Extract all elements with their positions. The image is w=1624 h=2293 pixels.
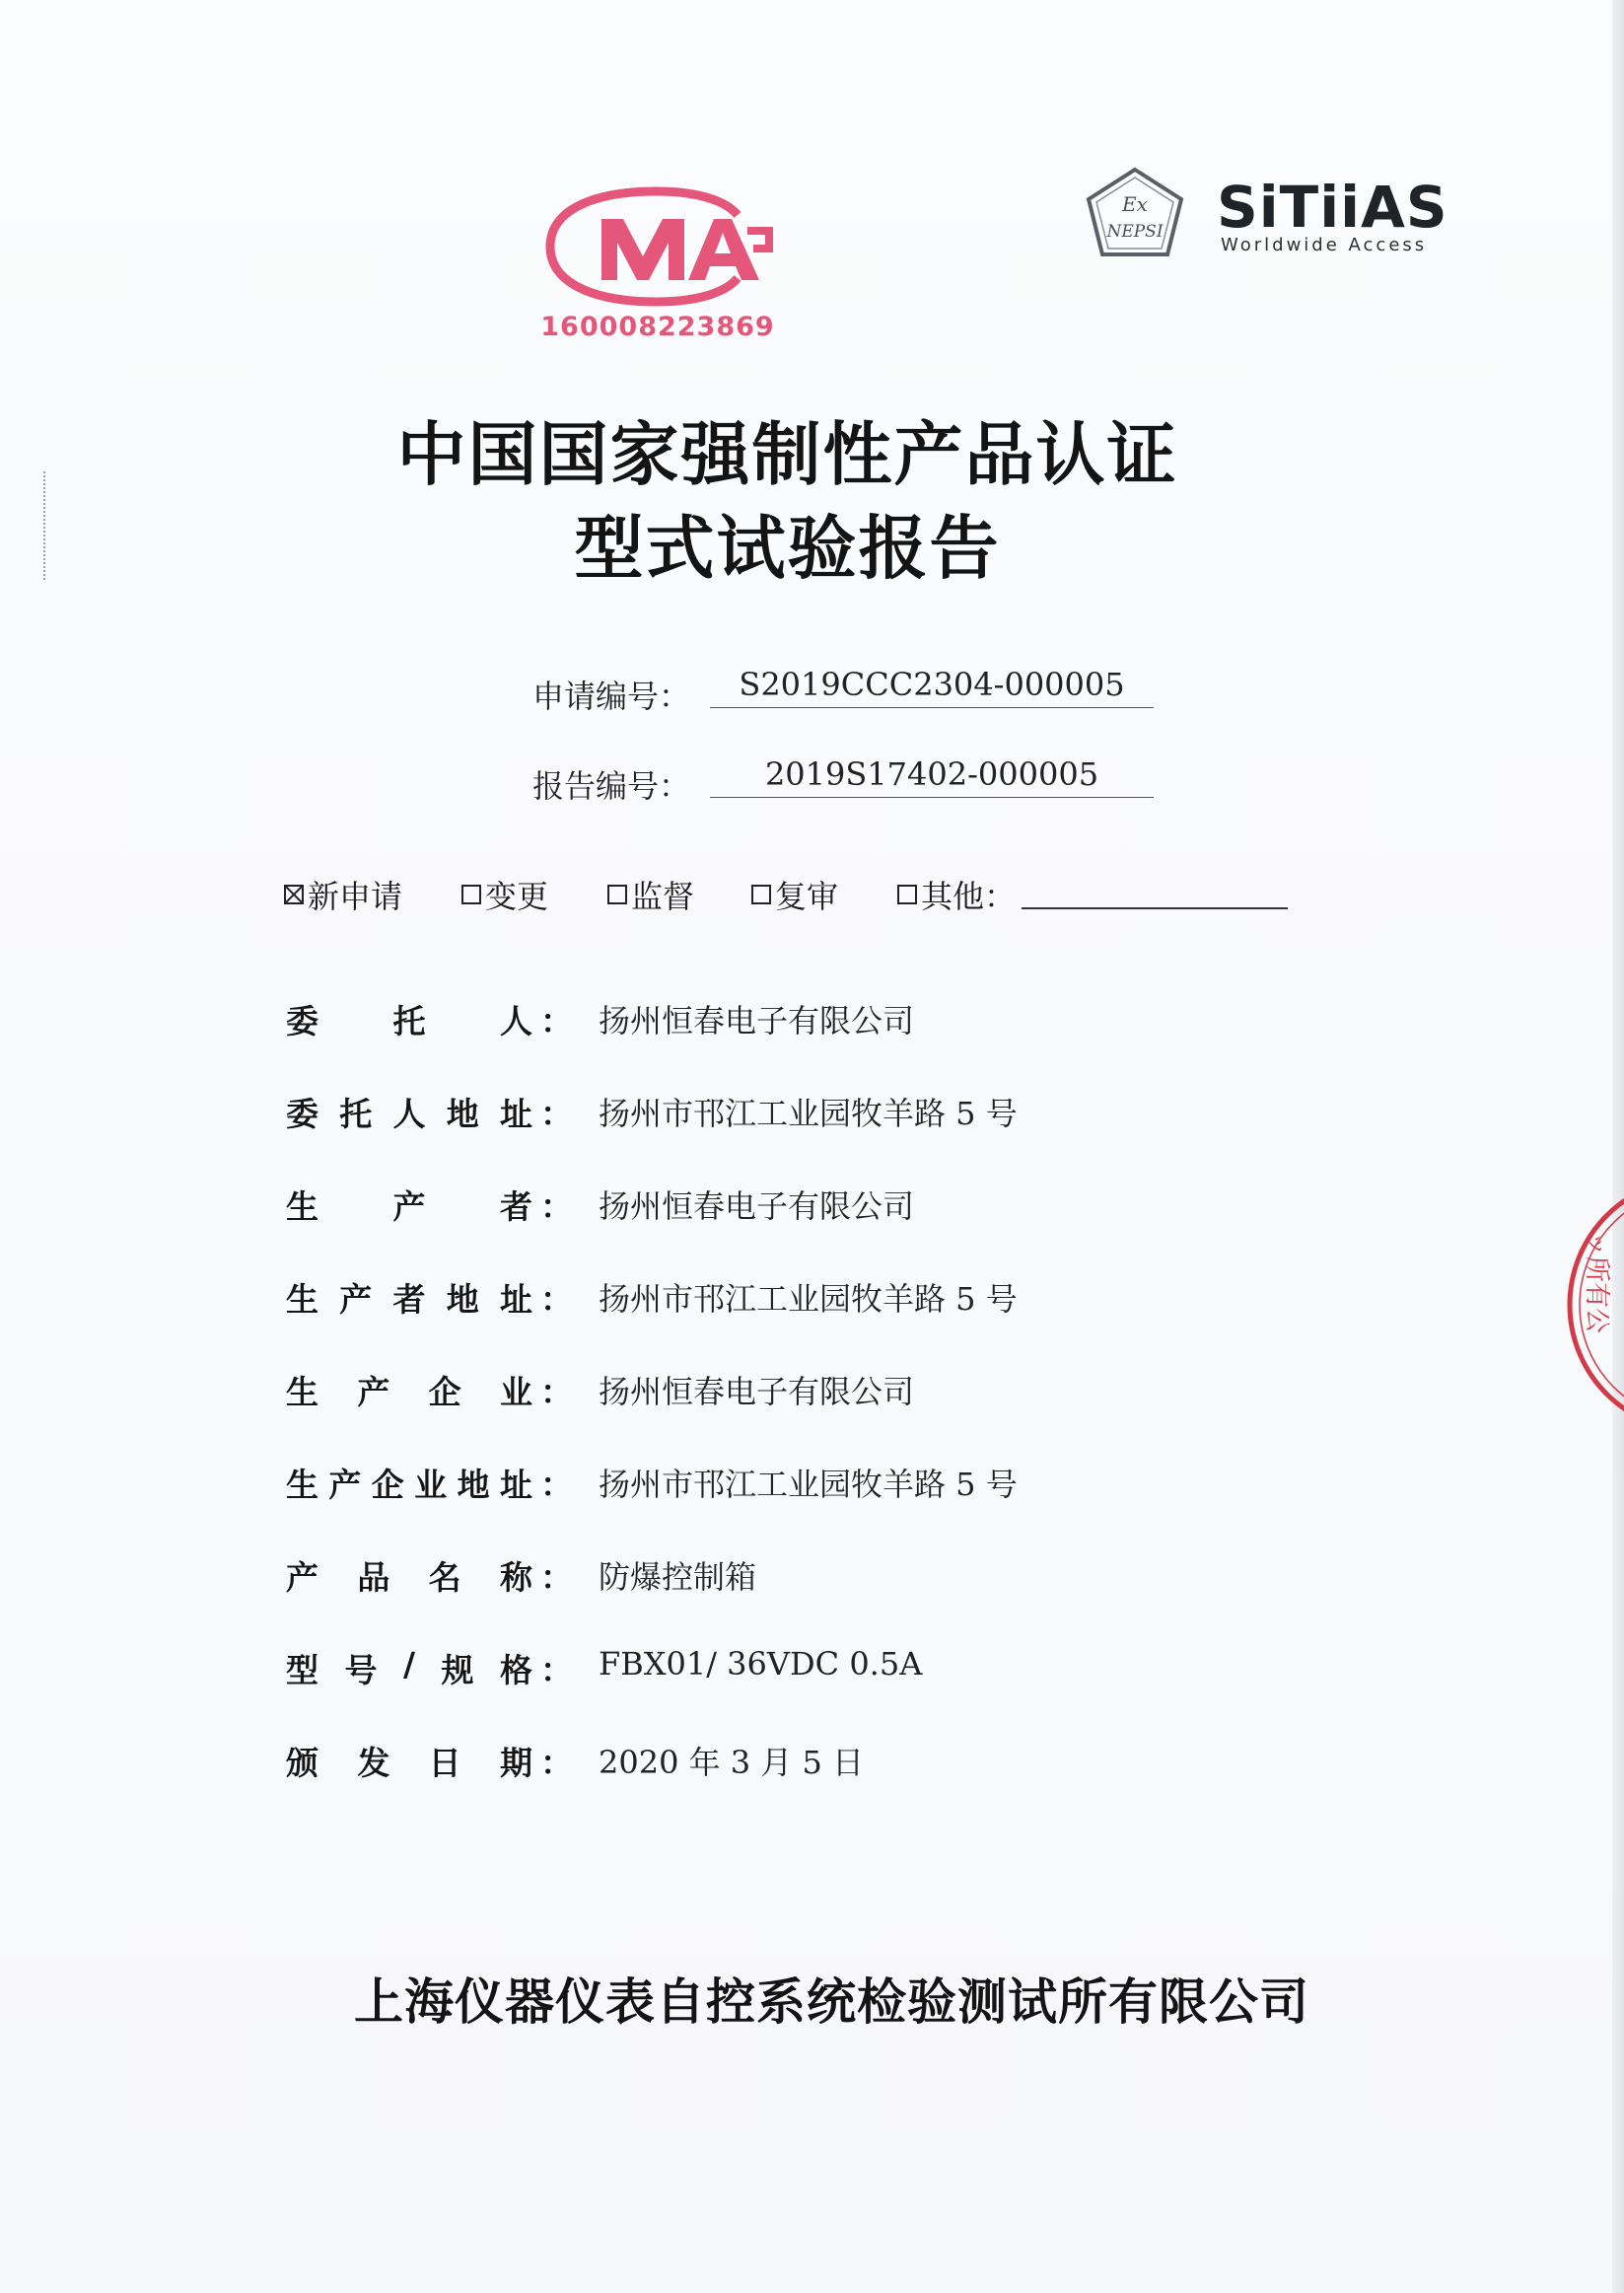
other-blank-line[interactable] [1022,907,1288,909]
field-label [286,996,532,1042]
label-char: 地 [457,1466,490,1504]
unchecked-box-icon[interactable] [751,885,771,904]
checkbox-label: 其他： [921,878,1017,915]
field-value: 扬州市邗江工业园牧羊路 5 号 [599,1466,1018,1503]
field-value: 扬州市邗江工业园牧羊路 5 号 [599,1095,1018,1132]
seal-text: ッ所有公 [1582,1231,1611,1334]
label-char: 颁 [286,1744,318,1782]
field-colon: ： [540,1744,573,1782]
label-char: 生 [286,1187,318,1226]
field-value: 2020 年 3 月 5 日 [599,1744,865,1781]
unchecked-box-icon[interactable] [461,885,481,904]
checkbox-label: 变更 [485,878,549,915]
field-producer [286,1182,1272,1231]
field-colon: ： [540,1466,573,1504]
label-char: 址 [499,1466,532,1504]
sitiias-tagline: Worldwide Access [1221,235,1428,255]
field-value: 扬州市邗江工业园牧羊路 5 号 [599,1280,1018,1318]
label-char: 产 [392,1187,426,1226]
label-char: 产 [328,1466,362,1504]
label-char: 委 [286,1002,318,1040]
field-model-spec [286,1645,1272,1694]
label-char: 者 [500,1187,532,1226]
field-manufacturer [286,1367,1272,1416]
label-char: 名 [428,1558,461,1597]
label-char: 格 [500,1651,532,1689]
label-char: 发 [357,1744,390,1782]
field-value: 扬州恒春电子有限公司 [599,1373,915,1410]
title-line-1: 中国国家强制性产品认证 [396,414,1178,495]
field-colon: ： [540,1095,573,1133]
field-label [286,1738,532,1784]
report-number-value: 2019S17402-000005 [710,755,1154,798]
field-colon: ： [540,1373,573,1411]
unchecked-box-icon[interactable] [607,885,627,904]
issuer-name: 上海仪器仪表自控系统检验测试所有限公司 [354,1973,1309,2031]
label-char: 托 [392,1002,426,1040]
field-label [286,1552,532,1599]
field-colon: ： [540,1187,573,1226]
field-value: 扬州恒春电子有限公司 [599,1187,915,1225]
checked-box-icon[interactable] [284,885,304,904]
cma-number: 160008223869 [540,312,775,342]
label-char: 产 [357,1373,390,1411]
field-label [286,1089,532,1135]
field-colon: ： [540,1002,573,1040]
field-label [286,1460,532,1506]
label-char: 称 [499,1558,532,1597]
label-char: 地 [446,1280,479,1319]
label-char: 业 [414,1466,448,1504]
label-char: 地 [446,1095,479,1133]
label-char: 生 [286,1466,318,1504]
nepsi-ex-text: Ex [1122,192,1148,216]
label-char: 委 [286,1095,318,1133]
label-char: 人 [500,1002,532,1040]
field-value: 扬州恒春电子有限公司 [599,1002,915,1039]
nepsi-logo [1081,164,1189,262]
checkbox-supervision[interactable] [607,872,694,917]
field-colon: ： [540,1651,573,1689]
label-char: 址 [500,1095,532,1133]
label-char: 规 [441,1651,474,1689]
report-number-label: 报告编号： [532,767,691,805]
field-value: 防爆控制箱 [599,1558,757,1596]
label-char: 生 [286,1373,318,1411]
field-value: FBX01/ 36VDC 0.5A [599,1645,923,1683]
field-colon: ： [540,1280,573,1319]
label-char: 企 [428,1373,461,1411]
label-char: 业 [499,1373,532,1411]
field-label [286,1274,532,1321]
company-seal [1556,1172,1624,1438]
field-client [286,996,1272,1045]
label-char: 者 [392,1280,426,1319]
checkbox-other[interactable] [897,872,1288,917]
label-char: 期 [499,1744,532,1782]
label-char: 号 [344,1651,378,1689]
field-producer-address [286,1274,1272,1324]
label-char: 企 [371,1466,404,1504]
unchecked-box-icon[interactable] [897,885,917,904]
checkbox-label: 新申请 [308,878,403,915]
application-type-row [284,872,1300,921]
label-char: 日 [428,1744,461,1782]
checkbox-label: 复审 [775,878,839,915]
checkbox-review[interactable] [751,872,838,917]
label-char: 产 [286,1558,318,1597]
nepsi-name-text: NEPSI [1106,222,1164,242]
cma-mark-icon [540,185,775,314]
field-issue-date [286,1738,1272,1787]
label-char: 人 [392,1095,426,1133]
application-number-value: S2019CCC2304-000005 [710,666,1154,708]
label-char: 品 [357,1558,390,1597]
field-product-name [286,1552,1272,1602]
nepsi-shield-icon [1081,164,1189,262]
field-label [286,1645,532,1691]
label-char: 产 [339,1280,373,1319]
cma-logo [540,185,775,343]
label-char: 址 [500,1280,532,1319]
application-number-label: 申请编号： [532,678,691,715]
checkbox-new-application[interactable] [284,872,402,917]
field-label [286,1182,532,1228]
sitiias-name: SiTiiAS [1217,174,1448,241]
label-char: 托 [339,1095,373,1133]
scan-edge [1612,0,1624,2293]
issuer-company [0,1963,1624,2034]
checkbox-change[interactable] [461,872,548,917]
field-label [286,1367,532,1413]
label-char: / [402,1645,416,1684]
title-line-2: 型式试验报告 [574,508,1001,589]
field-colon: ： [540,1558,573,1597]
label-char: 生 [286,1280,318,1319]
checkbox-label: 监督 [631,878,695,915]
field-manufacturer-address [286,1460,1272,1509]
field-client-address [286,1089,1272,1138]
label-char: 型 [286,1651,318,1689]
sitiias-logo [1217,174,1483,262]
